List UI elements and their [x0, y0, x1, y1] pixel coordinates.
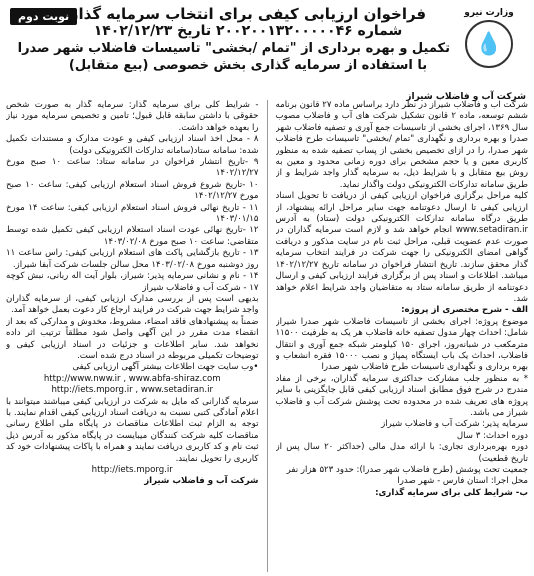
notice-header	[6, 4, 528, 102]
water-drop-icon: 💧	[465, 20, 513, 68]
item-9: ۹ -تاریخ انتشار فراخوان در سامانه ستاد: ساعت ۱۰ صبح مورخ ۱۴۰۲/۱۲/۲۷	[6, 157, 259, 179]
left-column	[6, 100, 259, 572]
website-links-1[interactable]: http://www.nww.ir , www.abfa-shiraz.com	[43, 373, 221, 384]
intro-paragraph: شرکت آب و فاضلاب شیراز در نظر دارد براساس ماده ۲۷ قانون برنامه ششم توسعه، ماده ۲ قانون تشکیل شرکت های آب و فاضلاب مصوب سال ۱۳۶۹، اجرای بخشی از تاسیسات جمع آوری و تصفیه فاضلاب شهر صدرا و بهره برداری و نگهداری "تمام /بخشی" تاسیسات طرح فاضلاب شهر صدرا، را در ازای تخصیص بخشی از پساب تصفیه شده به منظور کاربری معین و یا حجم مشخص برای دوره زمانی محدود و معین به روش بیع متقابل و با شرایط ذیل، به سرمایه گذار واجد شرایط و از طریق سامانه تدارکات الکترونیکی دولت واگذار نماید.	[275, 100, 528, 190]
operation-period: دوره بهره‌برداری تجاری: با ارائه مدل مالی (حداکثر ۲۰ سال پس از تاریخ قطعیت)	[275, 442, 528, 464]
ministry-label: وزارت نیرو	[464, 8, 514, 18]
second-publication-badge: نوبت دوم	[10, 8, 77, 25]
item-12: ۱۲ -تاریخ نهائی عودت اسناد استعلام ارزیابی کیفی تکمیل شده توسط متقاضی: ساعت ۱۰ صبح مورخ ۱۴۰۳/۰۲/۰۸	[6, 225, 259, 247]
company-logo	[406, 8, 526, 102]
title-line-2: شماره ۲۰۰۲۰۰۱۳۲۰۰۰۰۰۴۶ تاریخ ۱۴۰۲/۱۲/۲۳	[93, 23, 403, 39]
construction-period: دوره احداث: ۳ سال	[456, 430, 528, 441]
company-logo-caption: شرکت آب و فاضلاب شیراز	[406, 92, 526, 102]
evaluation-note: بدیهی است پس از بررسی مدارک ارزیابی کیفی، از سرمایه گذاران واجد شرایط جهت شرکت در فرایند ارجاع کار دعوت بعمل خواهد آمد.	[6, 293, 259, 316]
notice-body	[6, 100, 528, 572]
population-covered: جمعیت تحت پوشش (طرح فاضلاب شهر صدرا): حدود ۵۲۳ هزار نفر	[286, 465, 528, 475]
registration-paragraph: سرمایه گذارانی که مایل به شرکت در ارزیابی کیفی میباشند میتوانند با اعلام آمادگی کتبی نسبت به دریافت اسناد ارزیابی کیفی اقدام نمایند. با توجه به الزام ثبت اطلاعات مناقصات در پایگاه ملی اطلاع رسانی مناقصات کلیه شرکت کنندگان میبایست در پایگاه مذکور به آدرس ذیل ثبت نام و کد کاربری دریافت نمایند و همراه با پاکات پیشنهادات خود کد کاربری را تحویل نمایند.	[6, 396, 259, 464]
process-paragraph: کلیه مراحل برگزاری فراخوان ارزیابی کیفی از دریافت تا تحویل اسناد ارزیابی کیفی تا ارسال دعوتنامه جهت سایر مراحل ارائه پیشنهاد، از طریق درگاه سامانه تدارکات الکترونیکی دولت (ستاد) به آدرس www.setadiran.ir انجام خواهد شد و لازم است سرمایه گذاران در صورت عدم عضویت قبلی، مراحل ثبت نام در سایت مذکور و دریافت گواهی امضای الکترونیکی را جهت شرکت در فرایند انتخاب سرمایه گذار محقق سازند. تاریخ انتشار فراخوان در سامانه تاریخ ۱۴۰۲/۱۲/۲۷ میباشد. اطلاعات و اسناد پس از برگزاری فرایند ارزیابی کیفی و ارسال دعوتنامه از طریق سامانه ستاد به متقاضیان واجد شرایط اعلام خواهد شد.	[275, 191, 528, 304]
website-links-2[interactable]: http://iets.mporg.ir , www.setadiran.ir	[51, 385, 214, 396]
right-column	[276, 100, 529, 572]
iets-link[interactable]: http://iets.mporg.ir	[91, 465, 173, 475]
investee: سرمایه پذیر: شرکت آب و فاضلاب شیراز	[381, 419, 528, 430]
title-line-3: تکمیل و بهره برداری از "تمام /بخشی" تاسیسات فاضلاب شهر صدرا	[17, 41, 450, 56]
title-line-4: با استفاده از سرمایه گذاری بخش خصوصی (بیع متقابل)	[68, 58, 428, 73]
investor-conditions: - شرایط کلی برای سرمایه گذار: سرمایه گذار به صورت شخص حقوقی با داشتن سابقه قابل قبول؛ تامین و تخصیص سرمایه مورد نیاز را بعهده خواهد داشت.	[6, 100, 259, 133]
section-a-heading: الف - شرح مختصری از پروژه:	[401, 305, 528, 316]
replacement-note: * به منظور جلب مشارکت حداکثری سرمایه گذاران، برخی از مفاد مندرج در شرح فوق مطابق اسناد ارزیابی کیفی قابل جایگزینی با سایر پروژه های تعریف شده در محدوده تحت پوشش شرکت آب و فاضلاب شیراز می باشد.	[275, 373, 528, 418]
item-14: ۱۴ - نام و نشانی سرمایه پذیر: شیراز، بلوار آیت اله ربانی، نبش کوچه ۱۷ - شرکت آب و فاضلاب شیراز	[6, 271, 259, 293]
title-line-1: فراخوان ارزیابی کیفی برای انتخاب سرمایه گذار	[69, 5, 427, 23]
column-divider	[267, 100, 268, 572]
section-b-heading: ب- شرایط کلی برای سرمایه گذاری:	[375, 487, 528, 498]
item-8: ۸ - محل اخذ اسناد ارزیابی کیفی و عودت مدارک و مستندات تکمیل شده: سامانه ستاد(سامانه تدارکات الکترونیکی دولت)	[6, 134, 259, 156]
signature-company: شرکت آب و فاضلاب شیراز	[144, 476, 259, 487]
item-11: ۱۱ - تاریخ نهائی فروش اسناد استعلام ارزیابی کیفی: ساعت ۱۴ مورخ ۱۴۰۳/۰۱/۱۵	[6, 202, 259, 225]
item-13: ۱۳ - تاریخ بازگشایی پاکت های استعلام ارزیابی کیفی: راس ساعت ۱۱ روز دوشنبه مورخ ۱۴۰۳/۰۲/۰۸ محل سالن جلسات شرکت آبفا شیراز.	[6, 248, 259, 270]
invalid-bids-note: ضمناً به پیشنهادهای فاقد امضاء، مشروط، مخدوش و مدارکی که بعد از انقضاء مدت مقرر در این آگهی واصل شود مطلقاً ترتیب اثر داده نخواهد شد. سایر اطلاعات و جزئیات در اسناد ارزیابی کیفی و توضیحات تکمیلی مربوطه در اسناد درج شده است.	[6, 316, 259, 361]
item-10: ۱۰ -تاریخ شروع فروش اسناد استعلام ارزیابی کیفی: ساعت ۱۰ صبح مورخ ۱۴۰۲/۱۲/۲۷	[6, 179, 259, 202]
websites-heading: •وب سایت جهت اطلاعات بیشتر آگهی ارزیابی کیفی	[72, 362, 259, 373]
project-subject: موضوع پروژه: اجرای بخشی از تاسیسات فاضلاب شهر صدرا شیراز شامل: احداث چهار مدول تصفیه خانه فاضلاب هر یک به ظرفیت ۱۱۵۰۰ مترمکعب در شبانه‌روز، اجرای ۱۵۰ کیلومتر شبکه جمع آوری و انتقال فاضلاب، احداث یک باب ایستگاه پمپاژ و نصب ۱۵۰۰۰ فقره انشعاب و بهره برداری و نگهداری تاسیسات طرح فاضلاب شهر صدرا	[275, 316, 528, 373]
project-location: محل اجرا: استان فارس - شهر صدرا	[397, 476, 528, 487]
